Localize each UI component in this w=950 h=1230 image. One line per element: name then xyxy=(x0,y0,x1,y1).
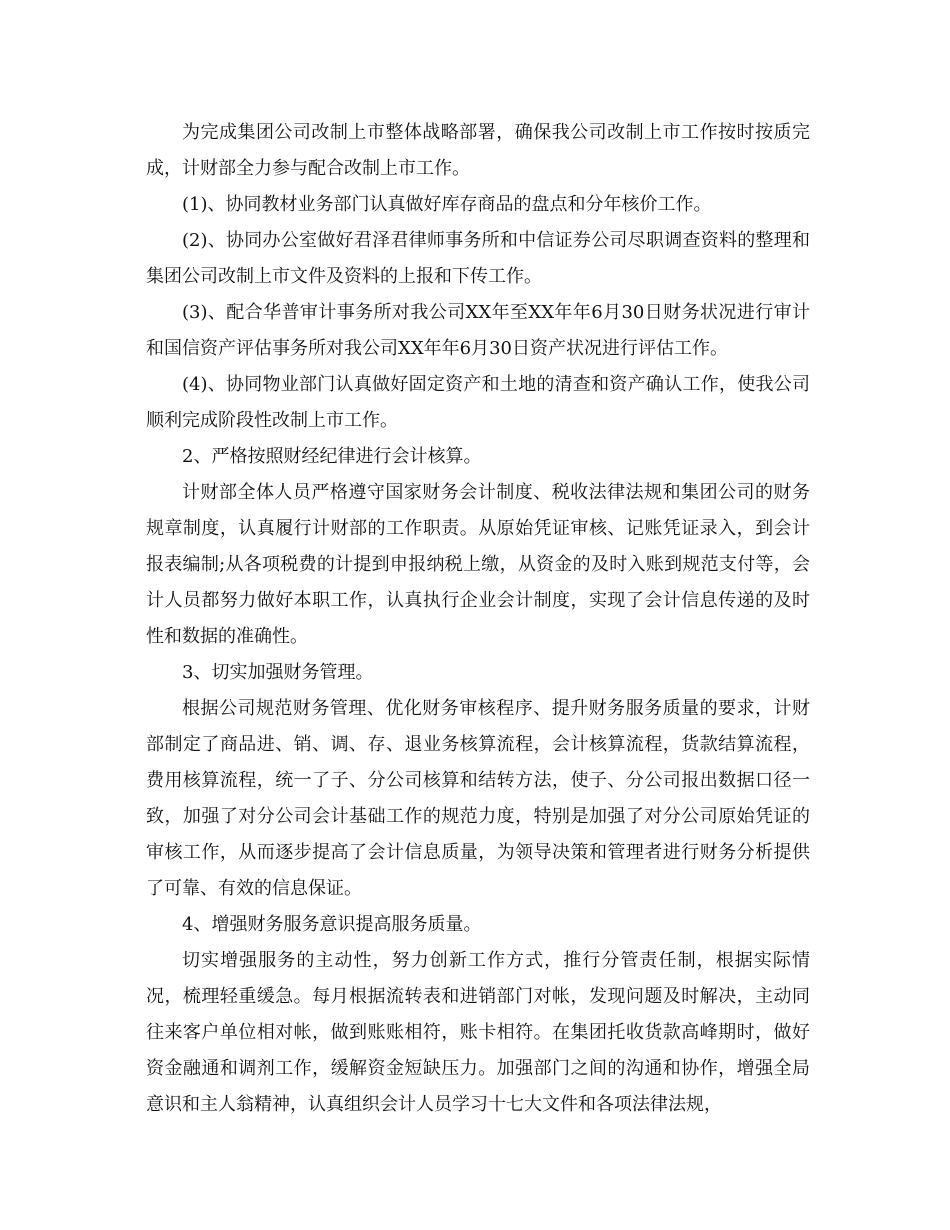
paragraph-section-2: 计财部全体人员严格遵守国家财务会计制度、税收法律法规和集团公司的财务规章制度，认真履行计财部的工作职责。从原始凭证审核、记账凭证录入，到会计报表编制;从各项税费的计提到申报纳税上缴，从资金的及时入账到规范支付等，会计人员都努力做好本职工作，认真执行企业会计制度，实现了会计信息传递的及时性和数据的准确性。 xyxy=(146,482,810,647)
paragraph-section-4: 切实增强服务的主动性，努力创新工作方式，推行分管责任制，根据实际情况，梳理轻重缓急。每月根据流转表和进销部门对帐，发现问题及时解决，主动同往来客户单位相对帐，做到账账相符，账卡相符。在集团托收货款高峰期时，做好资金融通和调剂工作，缓解资金短缺压力。加强部门之间的沟通和协作，增强全局意识和主人翁精神，认真组织会计人员学习十七大文件和各项法律法规， xyxy=(146,950,810,1115)
section-heading-4: 4、增强财务服务意识提高服务质量。 xyxy=(182,914,482,935)
paragraph-item-4: (4)、协同物业部门认真做好固定资产和土地的清查和资产确认工作，使我公司顺利完成阶段性改制上市工作。 xyxy=(146,374,810,431)
paragraph-item-3: (3)、配合华普审计事务所对我公司XX年至XX年年6月30日财务状况进行审计和国信资产评估事务所对我公司XX年年6月30日资产状况进行评估工作。 xyxy=(146,302,810,359)
document-body xyxy=(146,115,810,1123)
paragraph-intro: 为完成集团公司改制上市整体战略部署，确保我公司改制上市工作按时按质完成，计财部全力参与配合改制上市工作。 xyxy=(146,122,810,179)
section-heading-3: 3、切实加强财务管理。 xyxy=(182,662,374,683)
paragraph-item-2: (2)、协同办公室做好君泽君律师事务所和中信证券公司尽职调查资料的整理和集团公司改制上市文件及资料的上报和下传工作。 xyxy=(146,230,810,287)
paragraph-item-1: (1)、协同教材业务部门认真做好库存商品的盘点和分年核价工作。 xyxy=(182,194,712,215)
paragraph-section-3: 根据公司规范财务管理、优化财务审核程序、提升财务服务质量的要求，计财部制定了商品进、销、调、存、退业务核算流程，会计核算流程，货款结算流程，费用核算流程，统一了子、分公司核算和结转方法，使子、分公司报出数据口径一致，加强了对分公司会计基础工作的规范力度，特别是加强了对分公司原始凭证的审核工作，从而逐步提高了会计信息质量，为领导决策和管理者进行财务分析提供了可靠、有效的信息保证。 xyxy=(146,698,810,899)
section-heading-2: 2、严格按照财经纪律进行会计核算。 xyxy=(182,446,482,467)
